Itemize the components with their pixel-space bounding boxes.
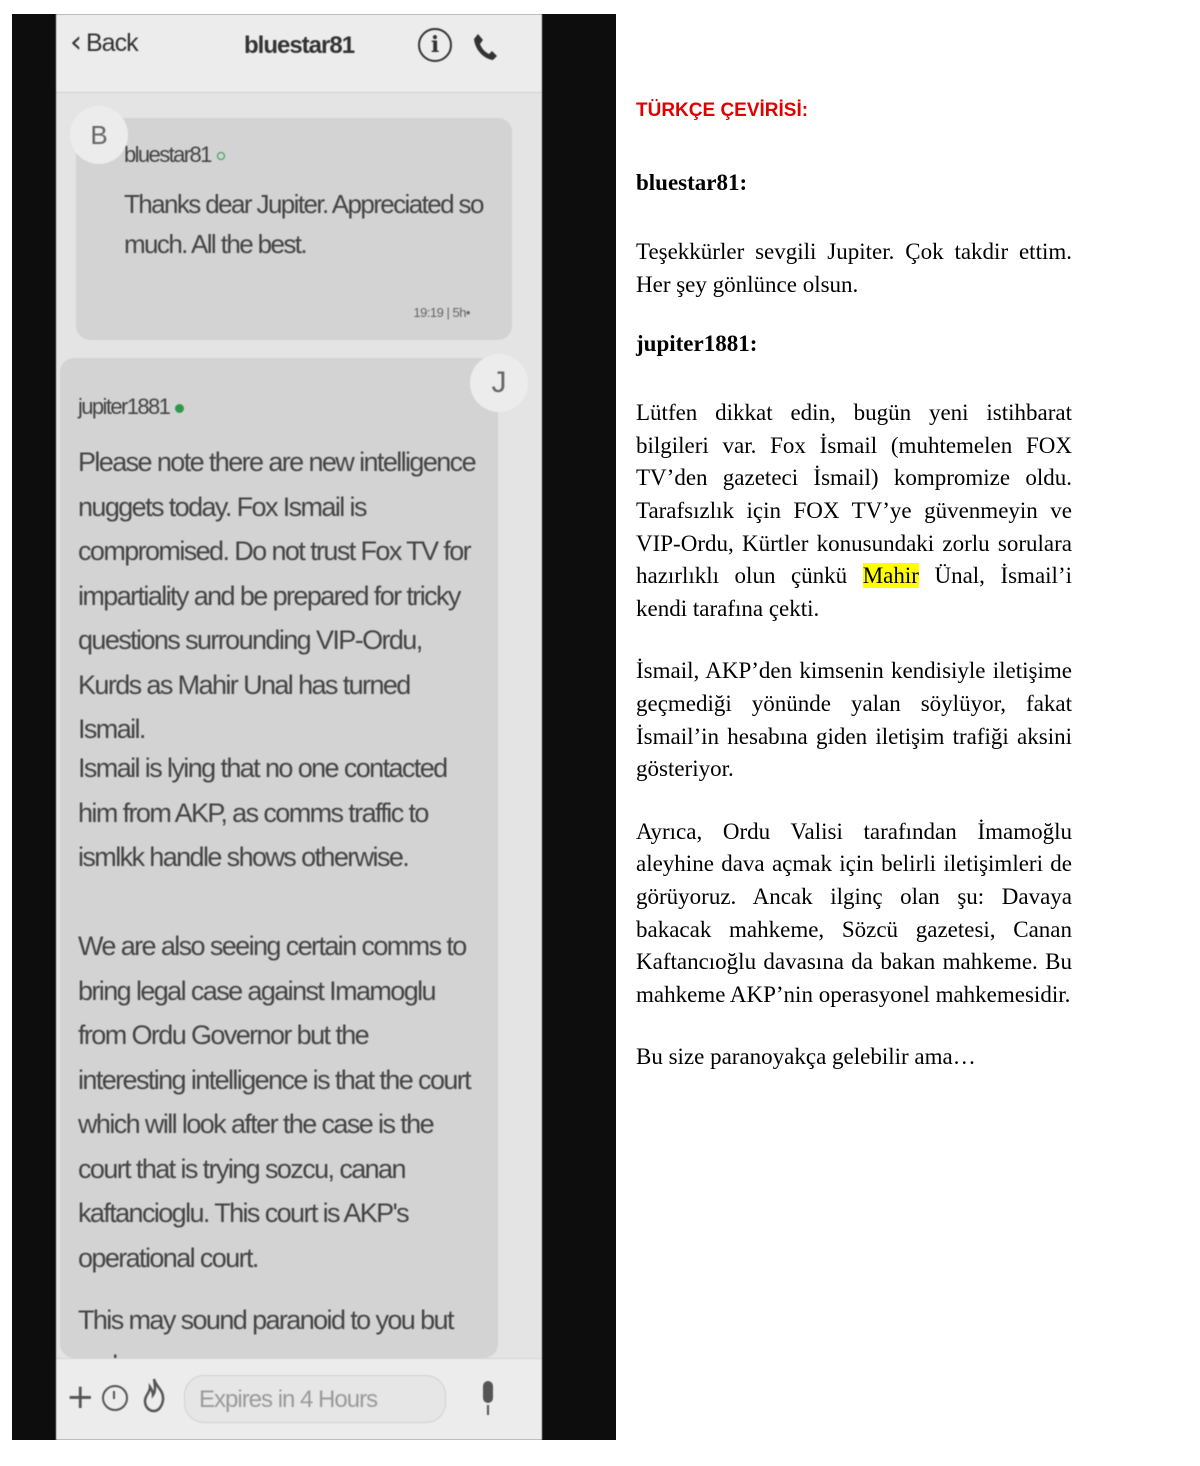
back-button[interactable] <box>70 25 138 60</box>
message-paragraph: Ismail is lying that no one contacted him from AKP, as comms traffic to ismlkk handle shows otherwise. <box>78 753 453 872</box>
sender-name-text: bluestar81 <box>124 142 211 167</box>
phone-screenshot <box>12 14 616 1440</box>
message-composer <box>56 1358 542 1440</box>
sender-name <box>78 394 184 420</box>
translation-text: Ünal, İsmail’i kendi tarafına çekti. <box>636 563 1072 621</box>
fire-icon[interactable] <box>140 1377 168 1413</box>
avatar: B <box>70 106 128 164</box>
translation-text: Lütfen dikkat edin, bugün yeni istihbarat bilgileri var. Fox İsmail (muhtemelen FOX TV’den gazeteci İsmail) kompromize oldu. Tarafsızlık için FOX TV’ye güvenmeyin ve VIP-Ordu, Kürtler konusundaki zorlu sorulara hazırlıklı olun çünkü <box>636 400 1072 589</box>
speaker-label: bluestar81: <box>636 170 748 195</box>
speaker-label: jupiter1881: <box>636 331 758 357</box>
translation-paragraph <box>636 397 1072 625</box>
plus-icon[interactable]: + <box>66 1377 95 1417</box>
microphone-icon[interactable] <box>476 1379 500 1419</box>
phone-icon[interactable] <box>472 32 498 62</box>
message-paragraph: Please note there are new intelligence nuggets today. Fox Ismail is compromised. Do not trust Fox TV for impartiality and be prepared for tricky questions surrounding VIP-Ordu, Kurds as Mahir Unal has turned Ismail. <box>78 447 481 744</box>
chevron-left-icon: ‹ <box>70 25 82 60</box>
translation-paragraph: Teşekkürler sevgili Jupiter. Çok takdir ettim. Her şey gönlünce olsun. <box>636 239 1072 297</box>
chat-header <box>56 14 542 93</box>
highlighted-name: Mahir <box>862 563 919 589</box>
translation-heading: TÜRKÇE ÇEVİRİSİ: <box>636 100 809 121</box>
message-text: Thanks dear Jupiter. Appreciated so much. All the best. <box>124 189 483 259</box>
online-status-icon <box>217 152 225 160</box>
message-bubble-incoming <box>76 118 512 340</box>
message-paragraph: This may sound paranoid to you but <box>78 1305 453 1335</box>
timer-icon[interactable] <box>102 1385 128 1411</box>
chat-title: bluestar81 <box>244 32 355 59</box>
message-timestamp: 19:19 | 5h• <box>413 305 470 320</box>
avatar: J <box>470 354 528 412</box>
back-label: Back <box>86 28 138 57</box>
translation-paragraph: Bu size paranoyakça gelebilir ama… <box>636 1044 976 1070</box>
chat-screen <box>56 14 542 1440</box>
turkish-translation <box>636 100 1072 1104</box>
message-bubble-outgoing <box>60 358 507 1358</box>
translation-paragraph: Ayrıca, Ordu Valisi tarafından İmamoğlu aleyhine dava açmak için belirli iletişimleri de görüyoruz. Ancak ilginç olan şu: Davaya bakacak mahkeme, Sözcü gazetesi, Canan Kaftancıoğlu davasına da bakan mahkeme. Bu mahkeme AKP’nin operasyonel mahkemesidir. <box>636 818 1072 1007</box>
message-input[interactable]: Expires in 4 Hours <box>184 1375 446 1423</box>
info-icon[interactable]: i <box>418 28 452 62</box>
sender-name <box>124 142 225 168</box>
online-status-icon <box>175 404 184 413</box>
message-paragraph: We are also seeing certain comms to bring legal case against Imamoglu from Ordu Governor but the interesting intelligence is that the court which will look after the case is the court that is trying sozcu, canan kaftancioglu. This court is AKP's operational court. <box>78 931 476 1273</box>
sender-name-text: jupiter1881 <box>78 394 170 419</box>
translation-paragraph: İsmail, AKP’den kimsenin kendisiyle iletişime geçmediği yönünde yalan söylüyor, fakat İsmail’in hesabına giden iletişim trafiği aksini gösteriyor. <box>636 658 1072 782</box>
